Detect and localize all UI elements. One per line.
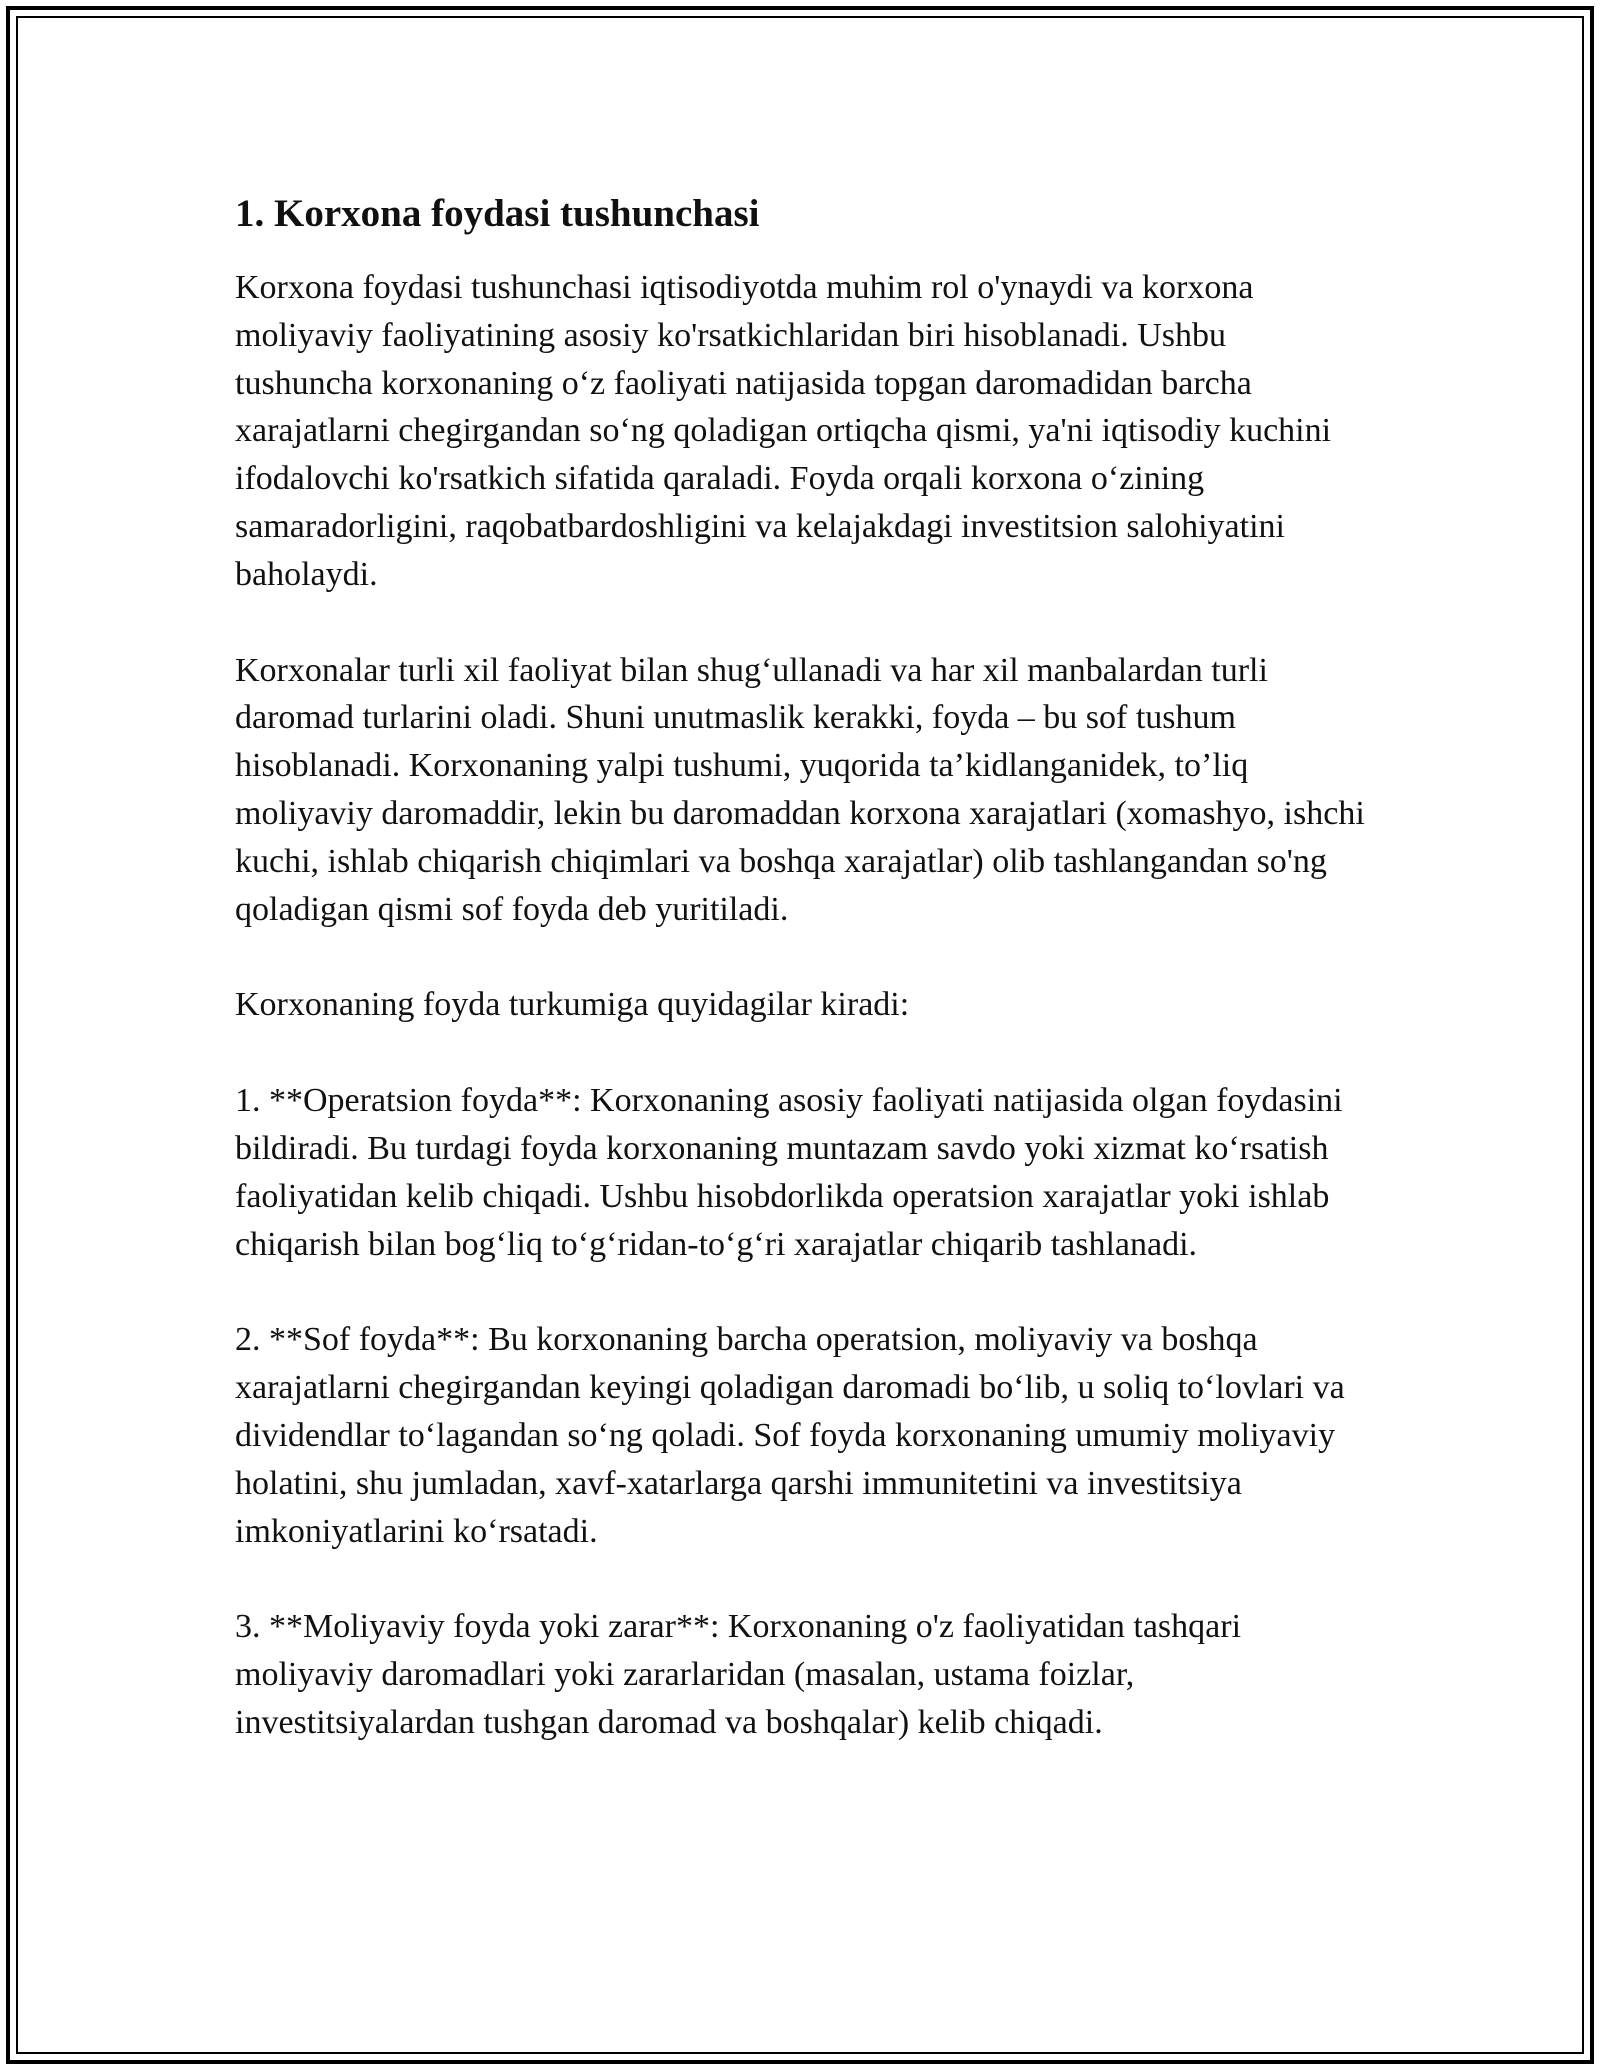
paragraph-net-income: Korxonalar turli xil faoliyat bilan shug‘ullanadi va har xil manbalardan turli daromad turlarini oladi. Shuni unutmaslik kerakki, foyda – bu sof tushum hisoblanadi. Korxonaning yalpi tushumi, yuqorida ta’kidlanganidek, to’liq moliyaviy daromaddir, lekin bu daromaddan korxona xarajatlari (xomashyo, ishchi kuchi, ishlab chiqarish chiqimlari va boshqa xarajatlar) olib tashlangandan so'ng qoladigan qismi sof foyda deb yuritiladi. (235, 651, 1365, 928)
paragraph-definition: Korxona foydasi tushunchasi iqtisodiyotda muhim rol o'ynaydi va korxona moliyaviy faoliyatining asosiy ko'rsatkichlaridan biri hisoblanadi. Ushbu tushuncha korxonaning o‘z faoliyati natijasida topgan daromadidan barcha xarajatlarni chegirgandan so‘ng qoladigan ortiqcha qismi, ya'ni iqtisodiy kuchini ifodalovchi ko'rsatkich sifatida qaraladi. Foyda orqali korxona o‘zining samaradorligini, raqobatbardoshligini va kelajakdagi investitsion salohiyatini baholaydi. (235, 269, 1332, 593)
paragraph-list-intro: Korxonaning foyda turkumiga quyidagilar kiradi: (235, 986, 910, 1024)
document-body (235, 186, 1365, 1795)
list-item-operating-profit: 1. **Operatsion foyda**: Korxonaning asosiy faoliyati natijasida olgan foydasini bildiradi. Bu turdagi foyda korxonaning muntazam savdo yoki xizmat ko‘rsatish faoliyatidan kelib chiqadi. Ushbu hisobdorlikda operatsion xarajatlar yoki ishlab chiqarish bilan bog‘liq to‘g‘ridan-to‘g‘ri xarajatlar chiqarib tashlanadi. (235, 1082, 1343, 1263)
list-item-net-profit: 2. **Sof foyda**: Bu korxonaning barcha operatsion, moliyaviy va boshqa xarajatlarni chegirgandan keyingi qoladigan daromadi bo‘lib, u soliq to‘lovlari va dividendlar to‘lagandan so‘ng qoladi. Sof foyda korxonaning umumiy moliyaviy holatini, shu jumladan, xavf-xatarlarga qarshi immunitetini va investitsiya imkoniyatlarini ko‘rsatadi. (235, 1321, 1345, 1550)
section-heading: 1. Korxona foydasi tushunchasi (235, 192, 760, 235)
list-item-financial-profit: 3. **Moliyaviy foyda yoki zarar**: Korxonaning o'z faoliyatidan tashqari moliyaviy daromadlari yoki zararlaridan (masalan, ustama foizlar, investitsiyalardan tushgan daromad va boshqalar) kelib chiqadi. (235, 1608, 1242, 1741)
